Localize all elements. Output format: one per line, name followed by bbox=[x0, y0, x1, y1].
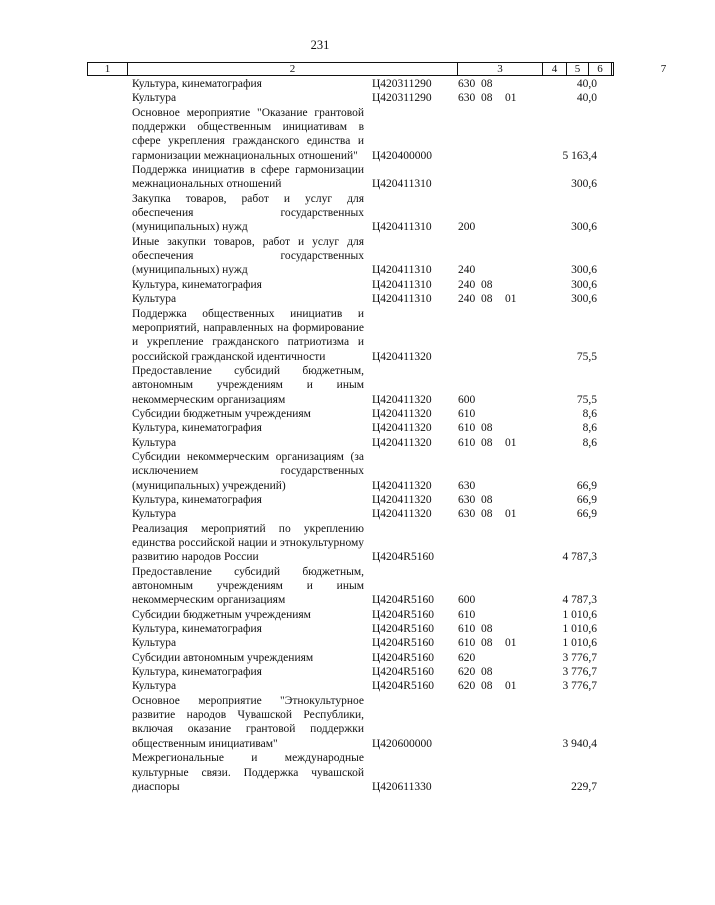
row-amount: 8,6 bbox=[582, 422, 597, 435]
row-col-5: 08 bbox=[481, 623, 493, 636]
row-amount: 300,6 bbox=[571, 293, 597, 306]
table-row bbox=[0, 235, 640, 278]
row-code: Ц420600000 bbox=[372, 737, 433, 750]
header-col-2: 2 bbox=[128, 63, 458, 75]
row-code: Ц420411310 bbox=[372, 278, 432, 291]
row-col-4: 630 bbox=[458, 92, 476, 105]
table-row bbox=[0, 450, 640, 493]
table-row bbox=[0, 522, 640, 565]
row-code: Ц420411320 bbox=[372, 393, 432, 406]
table-row bbox=[0, 622, 640, 636]
row-col-6: 01 bbox=[505, 436, 517, 449]
row-name: Предоставление субсидий бюджетным, автономным учреждениям и иным некоммерческим организациям bbox=[132, 565, 364, 607]
row-code: Ц420411310 bbox=[372, 264, 432, 277]
row-code: Ц420411320 bbox=[372, 422, 432, 435]
row-amount: 75,5 bbox=[576, 393, 597, 406]
row-amount: 5 163,4 bbox=[562, 149, 597, 162]
row-col-4: 620 bbox=[458, 680, 476, 693]
row-col-4: 240 bbox=[458, 264, 476, 277]
header-col-5: 5 bbox=[567, 63, 589, 75]
table-row bbox=[0, 77, 640, 91]
row-code: Ц4204R5160 bbox=[372, 551, 434, 564]
row-col-4: 610 bbox=[458, 637, 476, 650]
table-row bbox=[0, 507, 640, 521]
row-col-6: 01 bbox=[505, 92, 517, 105]
row-name: Поддержка инициатив в сфере гармонизации межнациональных отношений bbox=[132, 164, 364, 191]
row-code: Ц4204R5160 bbox=[372, 637, 434, 650]
row-col-4: 610 bbox=[458, 608, 476, 621]
row-code: Ц4204R5160 bbox=[372, 666, 434, 679]
row-col-6: 01 bbox=[505, 637, 517, 650]
row-col-4: 610 bbox=[458, 407, 476, 420]
row-col-4: 620 bbox=[458, 666, 476, 679]
row-code: Ц420400000 bbox=[372, 149, 433, 162]
row-amount: 3 776,7 bbox=[562, 666, 597, 679]
row-col-5: 08 bbox=[481, 508, 493, 521]
table-row bbox=[0, 636, 640, 650]
row-amount: 75,5 bbox=[576, 350, 597, 363]
row-amount: 229,7 bbox=[571, 780, 597, 793]
row-amount: 4 787,3 bbox=[562, 594, 597, 607]
row-amount: 4 787,3 bbox=[562, 551, 597, 564]
row-amount: 3 776,7 bbox=[562, 680, 597, 693]
row-name: Реализация мероприятий по укреплению единства российской нации и этнокультурному развитию народов России bbox=[132, 522, 364, 564]
row-name: Культура bbox=[132, 637, 177, 650]
row-amount: 1 010,6 bbox=[562, 637, 597, 650]
row-code: Ц420411310 bbox=[372, 178, 432, 191]
row-name: Культура, кинематография bbox=[132, 666, 262, 679]
table-body bbox=[0, 77, 640, 794]
row-code: Ц420411320 bbox=[372, 436, 432, 449]
row-name: Культура, кинематография bbox=[132, 278, 262, 291]
row-code: Ц420411320 bbox=[372, 493, 432, 506]
row-code: Ц420311290 bbox=[372, 92, 432, 105]
row-col-4: 630 bbox=[458, 78, 476, 90]
header-col-6: 6 bbox=[589, 63, 612, 75]
row-name: Предоставление субсидий бюджетным, автономным учреждениям и иным некоммерческим организациям bbox=[132, 364, 364, 406]
row-amount: 8,6 bbox=[582, 407, 597, 420]
table-row bbox=[0, 565, 640, 608]
row-col-5: 08 bbox=[481, 293, 493, 306]
row-col-4: 630 bbox=[458, 493, 476, 506]
row-col-4: 610 bbox=[458, 422, 476, 435]
row-name: Субсидии некоммерческим организациям (за исключением государственных (муниципальных) учреждений) bbox=[132, 450, 364, 492]
table-row bbox=[0, 106, 640, 163]
row-name: Культура bbox=[132, 293, 177, 306]
table-row bbox=[0, 163, 640, 192]
row-name: Культура, кинематография bbox=[132, 623, 262, 636]
header-col-1: 1 bbox=[88, 63, 128, 75]
row-col-5: 08 bbox=[481, 422, 493, 435]
row-code: Ц4204R5160 bbox=[372, 623, 434, 636]
table-row bbox=[0, 751, 640, 794]
row-name: Поддержка общественных инициатив и мероприятий, направленных на формирование и укрепление гражданского патриотизма и российской гражданской идентичности bbox=[132, 307, 364, 363]
table-row bbox=[0, 421, 640, 435]
row-name: Субсидии бюджетным учреждениям bbox=[132, 407, 311, 420]
row-code: Ц4204R5160 bbox=[372, 680, 434, 693]
row-col-4: 630 bbox=[458, 508, 476, 521]
row-col-6: 01 bbox=[505, 680, 517, 693]
table-row bbox=[0, 192, 640, 235]
table-row bbox=[0, 364, 640, 407]
row-col-5: 08 bbox=[481, 493, 493, 506]
row-col-5: 08 bbox=[481, 78, 493, 90]
row-col-5: 08 bbox=[481, 680, 493, 693]
table-row bbox=[0, 307, 640, 364]
row-name: Культура, кинематография bbox=[132, 78, 262, 90]
row-amount: 300,6 bbox=[571, 221, 597, 234]
page-number: 231 bbox=[310, 38, 330, 52]
table-row bbox=[0, 278, 640, 292]
row-code: Ц420411320 bbox=[372, 407, 432, 420]
row-name: Межрегиональные и международные культурные связи. Поддержка чувашской диаспоры bbox=[132, 752, 364, 793]
row-name: Иные закупки товаров, работ и услуг для обеспечения государственных (муниципальных) нужд bbox=[132, 235, 364, 277]
row-col-4: 200 bbox=[458, 221, 476, 234]
row-name: Культура bbox=[132, 92, 177, 105]
table-row bbox=[0, 694, 640, 751]
row-code: Ц420311290 bbox=[372, 78, 432, 90]
row-code: Ц420611330 bbox=[372, 780, 432, 793]
row-amount: 300,6 bbox=[571, 264, 597, 277]
row-code: Ц420411320 bbox=[372, 479, 432, 492]
row-code: Ц420411310 bbox=[372, 293, 432, 306]
row-name: Основное мероприятие "Этнокультурное развитие народов Чувашской Республики, включая оказание грантовой поддержки общественным инициативам" bbox=[132, 694, 364, 750]
row-amount: 40,0 bbox=[576, 92, 597, 105]
table-row bbox=[0, 436, 640, 450]
row-amount: 40,0 bbox=[576, 78, 597, 90]
row-col-4: 240 bbox=[458, 293, 476, 306]
row-col-4: 610 bbox=[458, 436, 476, 449]
row-col-4: 620 bbox=[458, 651, 476, 664]
table-row bbox=[0, 91, 640, 105]
table-header bbox=[87, 62, 667, 76]
row-name: Закупка товаров, работ и услуг для обеспечения государственных (муниципальных) нужд bbox=[132, 192, 364, 234]
header-col-7: 7 bbox=[660, 63, 667, 75]
row-col-4: 630 bbox=[458, 479, 476, 492]
row-col-5: 08 bbox=[481, 278, 493, 291]
row-amount: 66,9 bbox=[576, 479, 597, 492]
row-code: Ц4204R5160 bbox=[372, 651, 434, 664]
row-amount: 300,6 bbox=[571, 278, 597, 291]
table-row bbox=[0, 651, 640, 665]
row-amount: 66,9 bbox=[576, 508, 597, 521]
row-name: Основное мероприятие "Оказание грантовой поддержки общественным инициативам в сфере укрепления гражданского единства и гармонизации межнациональных отношений" bbox=[132, 106, 364, 162]
row-amount: 3 940,4 bbox=[562, 737, 597, 750]
table-row bbox=[0, 608, 640, 622]
row-name: Культура bbox=[132, 436, 177, 449]
row-col-4: 240 bbox=[458, 278, 476, 291]
row-amount: 1 010,6 bbox=[562, 623, 597, 636]
row-col-5: 08 bbox=[481, 637, 493, 650]
row-code: Ц4204R5160 bbox=[372, 608, 434, 621]
header-col-3: 3 bbox=[458, 63, 543, 75]
row-code: Ц420411320 bbox=[372, 508, 432, 521]
row-col-5: 08 bbox=[481, 436, 493, 449]
row-amount: 8,6 bbox=[582, 436, 597, 449]
row-name: Культура, кинематография bbox=[132, 422, 262, 435]
row-code: Ц4204R5160 bbox=[372, 594, 434, 607]
table-row bbox=[0, 407, 640, 421]
row-col-4: 610 bbox=[458, 623, 476, 636]
table-row bbox=[0, 292, 640, 306]
row-amount: 300,6 bbox=[571, 178, 597, 191]
row-col-4: 600 bbox=[458, 594, 476, 607]
row-col-5: 08 bbox=[481, 92, 493, 105]
row-name: Субсидии автономным учреждениям bbox=[132, 651, 314, 664]
header-col-4: 4 bbox=[543, 63, 567, 75]
row-name: Культура bbox=[132, 680, 177, 693]
row-code: Ц420411310 bbox=[372, 221, 432, 234]
row-col-6: 01 bbox=[505, 508, 517, 521]
table-row bbox=[0, 493, 640, 507]
row-amount: 66,9 bbox=[576, 493, 597, 506]
table-row bbox=[0, 679, 640, 693]
table-row bbox=[0, 665, 640, 679]
row-amount: 3 776,7 bbox=[562, 651, 597, 664]
row-name: Субсидии бюджетным учреждениям bbox=[132, 608, 311, 621]
row-name: Культура, кинематография bbox=[132, 493, 262, 506]
row-col-6: 01 bbox=[505, 293, 517, 306]
row-amount: 1 010,6 bbox=[562, 608, 597, 621]
row-code: Ц420411320 bbox=[372, 350, 432, 363]
row-col-5: 08 bbox=[481, 666, 493, 679]
row-name: Культура bbox=[132, 508, 177, 521]
row-col-4: 600 bbox=[458, 393, 476, 406]
